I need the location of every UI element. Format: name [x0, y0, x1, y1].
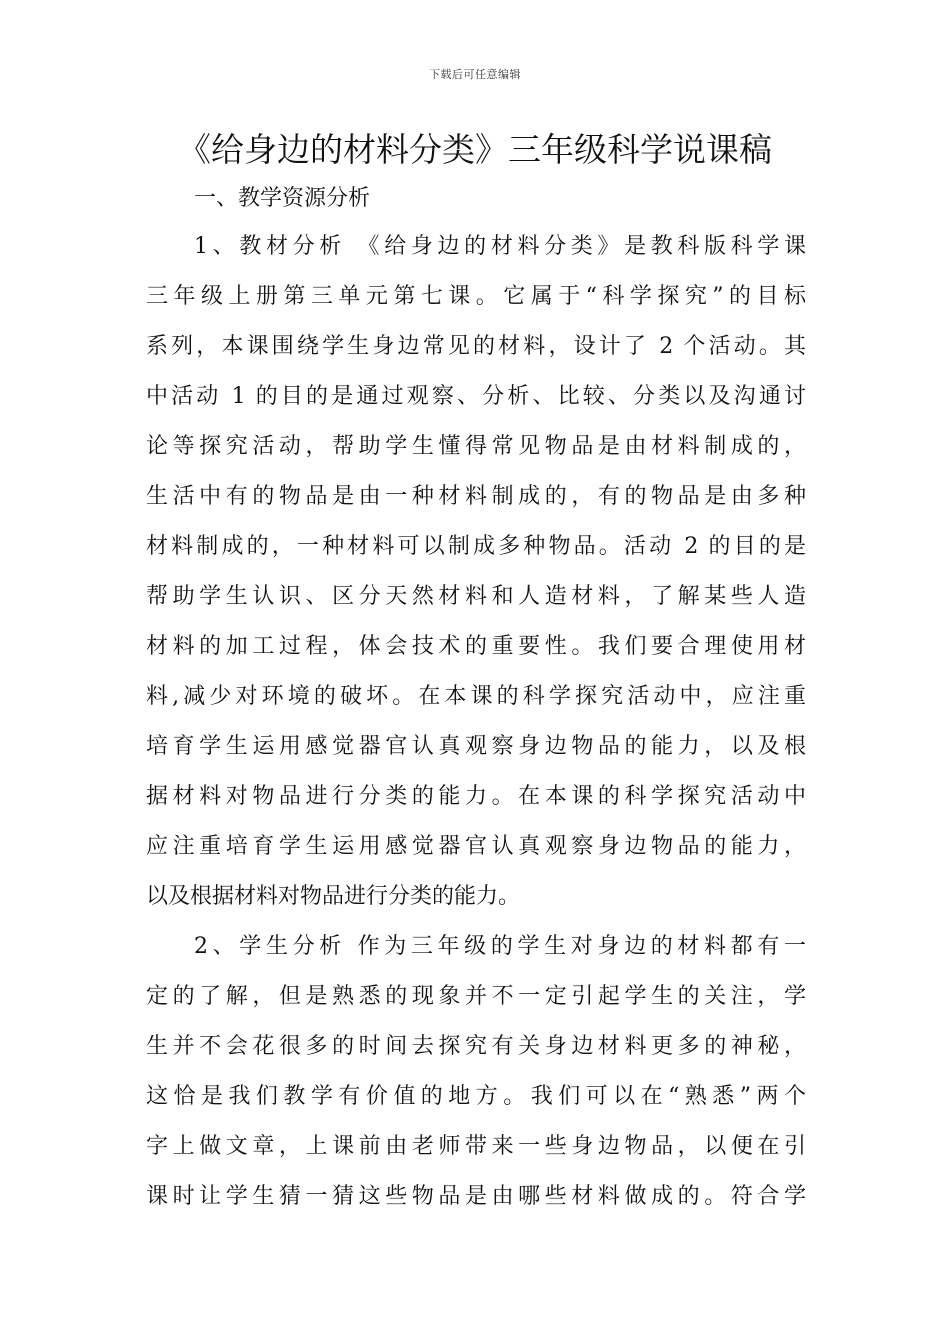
page-title: 《给身边的材料分类》三年级科学说课稿 — [178, 130, 772, 169]
text-line: 生并不会花很多的时间去探究有关身边材料更多的神秘， — [146, 1034, 806, 1059]
text-line: 材料制成的，一种材料可以制成多种物品。活动 2 的目的是 — [146, 534, 806, 559]
text-line: 据材料对物品进行分类的能力。在本课的科学探究活动中 — [146, 784, 806, 809]
text-line: 课时让学生猜一猜这些物品是由哪些材料做成的。符合学 — [146, 1184, 806, 1209]
text-line: 字上做文章，上课前由老师带来一些身边物品，以便在引 — [146, 1134, 806, 1159]
text-line: 2、学生分析 作为三年级的学生对身边的材料都有一 — [194, 934, 806, 959]
text-line: 材料的加工过程，体会技术的重要性。我们要合理使用材 — [146, 634, 806, 659]
text-line: 中活动 1 的目的是通过观察、分析、比较、分类以及沟通讨 — [146, 384, 806, 409]
text-line: 论等探究活动，帮助学生懂得常见物品是由材料制成的， — [146, 434, 806, 459]
text-line: 这恰是我们教学有价值的地方。我们可以在“熟悉”两个 — [146, 1084, 806, 1109]
text-line: 1、教材分析 《给身边的材料分类》是教科版科学课 — [194, 234, 806, 259]
text-line: 以及根据材料对物品进行分类的能力。 — [146, 884, 521, 909]
text-line: 系列，本课围绕学生身边常见的材料，设计了 2 个活动。其 — [146, 334, 806, 359]
text-line: 应注重培育学生运用感觉器官认真观察身边物品的能力， — [146, 834, 806, 859]
text-line: 生活中有的物品是由一种材料制成的，有的物品是由多种 — [146, 484, 806, 509]
section-heading: 一、教学资源分析 — [194, 186, 371, 211]
text-line: 定的了解，但是熟悉的现象并不一定引起学生的关注，学 — [146, 984, 806, 1009]
header-note: 下载后可任意编辑 — [429, 68, 521, 81]
text-line: 培育学生运用感觉器官认真观察身边物品的能力，以及根 — [146, 734, 806, 759]
text-line: 料,减少对环境的破坏。在本课的科学探究活动中，应注重 — [146, 684, 806, 709]
text-line: 三年级上册第三单元第七课。它属于“科学探究”的目标 — [146, 284, 806, 309]
text-line: 帮助学生认识、区分天然材料和人造材料，了解某些人造 — [146, 584, 806, 609]
